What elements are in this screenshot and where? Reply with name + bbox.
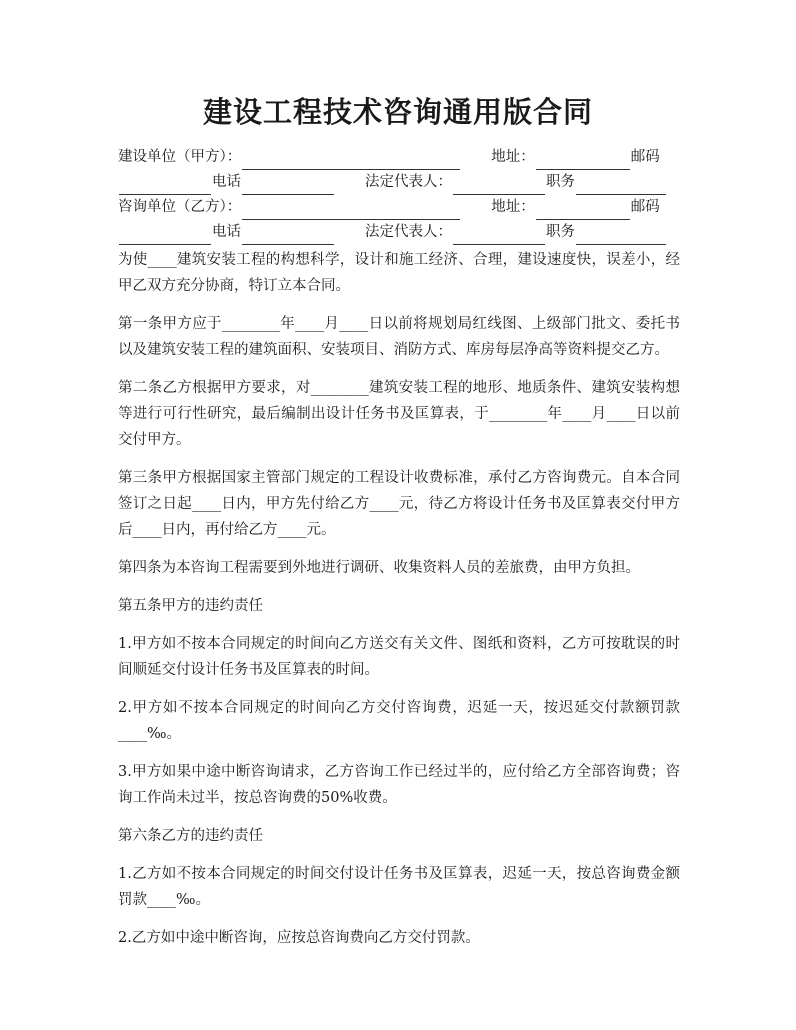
party-a-phone-label: 电话 (212, 174, 241, 190)
clause-3: 第三条甲方根据国家主管部门规定的工程设计收费标准，承付乙方咨询费元。自本合同签订之日起____日内，甲方先付给乙方____元，待乙方将设计任务书及匡算表交付甲方后____日内，再付给乙方____元。 (118, 470, 680, 538)
party-b-legal-rep-label: 法定代表人： (365, 224, 452, 240)
party-a-unit-blank[interactable] (242, 150, 460, 170)
clause-5-item-3: 3.甲方如果中途中断咨询请求，乙方咨询工作已经过半的，应付给乙方全部咨询费；咨询工作尚未过半，按总咨询费的50%收费。 (118, 764, 680, 806)
party-b-row-2 (118, 220, 680, 245)
party-a-address-label: 地址： (491, 149, 535, 165)
party-b-postcode-blank[interactable] (119, 225, 211, 245)
party-a-row-1 (118, 145, 680, 170)
party-a-position-label: 职务 (546, 174, 575, 190)
document-title: 建设工程技术咨询通用版合同 (202, 95, 593, 129)
party-b-address-blank[interactable] (536, 200, 630, 220)
clause-1: 第一条甲方应于________年____月____日以前将规划局红线图、上级部门批文、委托书以及建筑安装工程的建筑面积、安装项目、消防方式、库房每层净高等资料提交乙方。 (118, 316, 680, 358)
party-a-phone-blank[interactable] (242, 175, 334, 195)
party-b-row-1 (118, 195, 680, 220)
party-b-position-blank[interactable] (576, 225, 666, 245)
clause-5-item-2: 2.甲方如不按本合同规定的时间向乙方交付咨询费，迟延一天，按迟延交付款额罚款____‰。 (118, 700, 680, 742)
party-a-legal-rep-blank[interactable] (453, 175, 545, 195)
party-b-position-label: 职务 (546, 224, 575, 240)
party-b-address-label: 地址： (491, 199, 535, 215)
clause-4: 第四条为本咨询工程需要到外地进行调研、收集资料人员的差旅费，由甲方负担。 (118, 560, 640, 576)
party-a-row-2 (118, 170, 680, 195)
party-b-unit-blank[interactable] (242, 200, 460, 220)
clause-6-item-1: 1.乙方如不按本合同规定的时间交付设计任务书及匡算表，迟延一天，按总咨询费金额罚款____‰。 (118, 866, 680, 908)
party-a-legal-rep-label: 法定代表人： (365, 174, 452, 190)
party-b-unit-label: 咨询单位（乙方）： (118, 199, 242, 215)
clause-5-item-1: 1.甲方如不按本合同规定的时间向乙方送交有关文件、图纸和资料，乙方可按耽误的时间顺延交付设计任务书及匡算表的时间。 (118, 636, 680, 678)
party-a-unit-label: 建设单位（甲方）： (118, 149, 242, 165)
clause-6-item-2: 2.乙方如中途中断咨询，应按总咨询费向乙方交付罚款。 (118, 930, 480, 946)
party-b-phone-label: 电话 (212, 224, 241, 240)
contract-body (118, 145, 680, 963)
party-a-address-blank[interactable] (536, 150, 630, 170)
clause-2: 第二条乙方根据甲方要求，对________建筑安装工程的地形、地质条件、建筑安装构想等进行可行性研究，最后编制出设计任务书及匡算表，于________年____月____日以前交付甲方。 (118, 380, 680, 448)
party-b-legal-rep-blank[interactable] (453, 225, 545, 245)
clause-5-heading: 第五条甲方的违约责任 (118, 598, 263, 614)
party-b-phone-blank[interactable] (242, 225, 334, 245)
party-a-postcode-blank[interactable] (119, 175, 211, 195)
party-a-position-blank[interactable] (576, 175, 666, 195)
intro-paragraph: 为使____建筑安装工程的构想科学，设计和施工经济、合理，建设速度快，误差小，经甲乙双方充分协商，特订立本合同。 (118, 252, 680, 294)
clause-6-heading: 第六条乙方的违约责任 (118, 828, 263, 844)
party-a-postcode-label: 邮码 (630, 149, 660, 165)
party-b-postcode-label: 邮码 (630, 199, 660, 215)
